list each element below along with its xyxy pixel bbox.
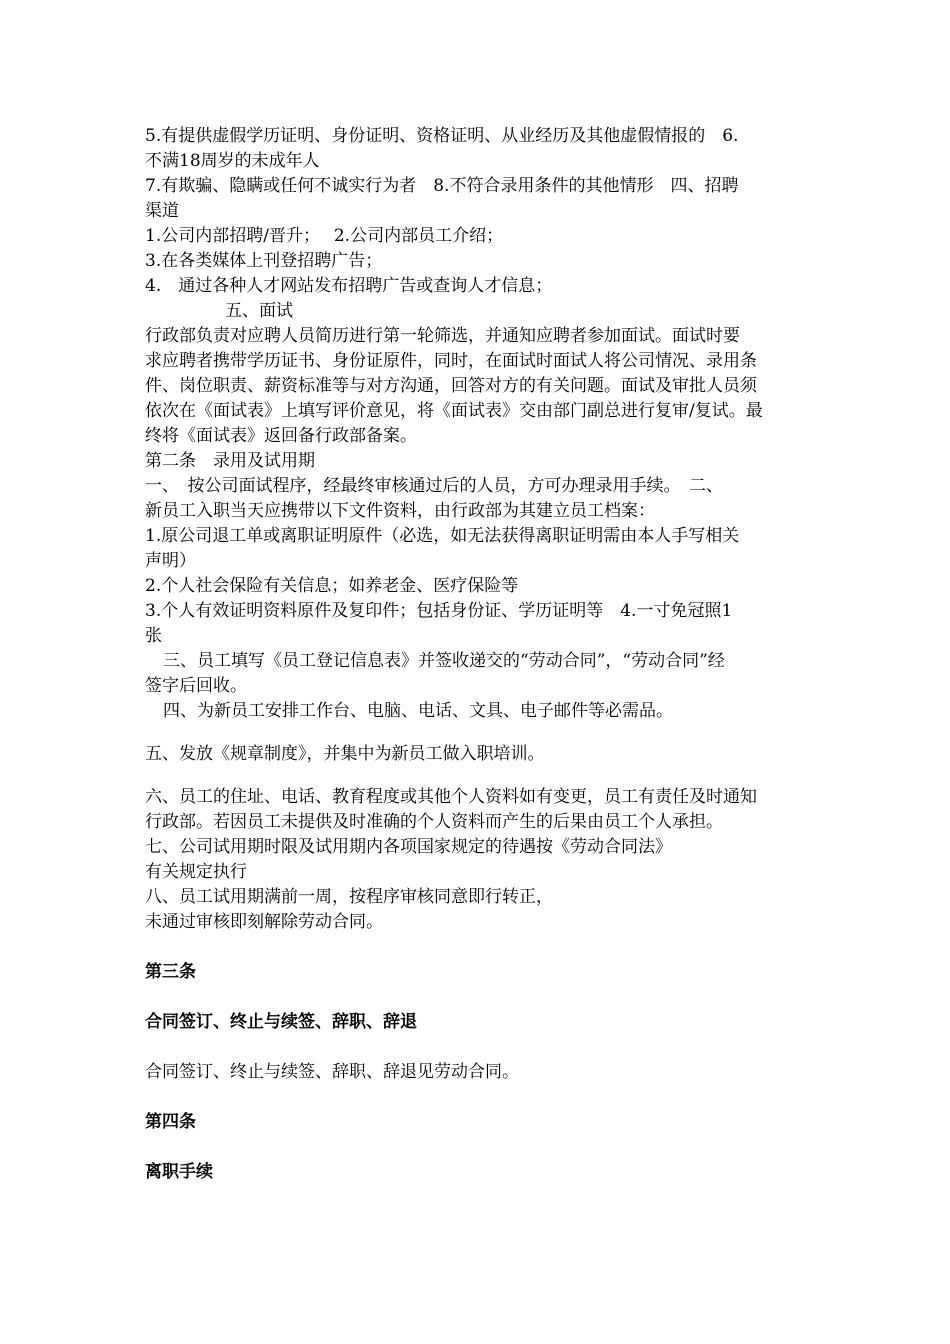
text-line: 1.公司内部招聘/晋升； 2.公司内部员工介绍； xyxy=(145,226,504,246)
text-line: 行政部负责对应聘人员简历进行第一轮筛选，并通知应聘者参加面试。面试时要 xyxy=(145,326,740,346)
text-line: 五、发放《规章制度》，并集中为新员工做入职培训。 xyxy=(145,744,545,764)
text-line: 签字后回收。 xyxy=(145,676,247,696)
text-line: 终将《面试表》返回备行政部备案。 xyxy=(145,426,417,446)
section-title-interview: 五、面试 xyxy=(225,301,293,321)
text-line: 依次在《面试表》上填写评价意见，将《面试表》交由部门副总进行复审/复试。最 xyxy=(145,401,763,421)
text-line: 未通过审核即刻解除劳动合同。 xyxy=(145,912,383,932)
document-page xyxy=(145,124,815,1185)
text-line: 一、 按公司面试程序，经最终审核通过后的人员，方可办理录用手续。 二、 xyxy=(145,476,723,496)
text-line: 行政部。若因员工未提供及时准确的个人资料而产生的后果由员工个人承担。 xyxy=(145,812,723,832)
text-line: 张 xyxy=(145,626,162,646)
article-3-title: 合同签订、终止与续签、辞职、辞退 xyxy=(145,1012,417,1032)
text-line: 有关规定执行 xyxy=(145,862,247,882)
text-line: 件、岗位职责、薪资标准等与对方沟通，回答对方的有关问题。面试及审批人员须 xyxy=(145,376,757,396)
article-4-label: 第四条 xyxy=(145,1112,196,1132)
text-line: 渠道 xyxy=(145,201,179,221)
article-3-body: 合同签订、终止与续签、辞职、辞退见劳动合同。 xyxy=(145,1062,519,1082)
text-line: 七、公司试用期时限及试用期内各项国家规定的待遇按《劳动合同法》 xyxy=(145,837,672,857)
text-line: 求应聘者携带学历证书、身份证原件，同时，在面试时面试人将公司情况、录用条 xyxy=(145,351,757,371)
text-line: 三、员工填写《员工登记信息表》并签收递交的“劳动合同”，“劳动合同”经 xyxy=(163,651,725,671)
text-line: 新员工入职当天应携带以下文件资料，由行政部为其建立员工档案： xyxy=(145,501,655,521)
text-line: 3.个人有效证明资料原件及复印件；包括身份证、学历证明等 4.一寸免冠照1 xyxy=(145,601,733,621)
text-line: 7.有欺骗、隐瞒或任何不诚实行为者 8.不符合录用条件的其他情形 四、招聘 xyxy=(145,176,739,196)
text-line: 3.在各类媒体上刊登招聘广告； xyxy=(145,251,383,271)
article-2-title: 第二条 录用及试用期 xyxy=(145,451,315,471)
text-line: 声明） xyxy=(145,551,196,571)
text-line: 六、员工的住址、电话、教育程度或其他个人资料如有变更，员工有责任及时通知 xyxy=(145,787,757,807)
text-line: 1.原公司退工单或离职证明原件（必选，如无法获得离职证明需由本人手写相关 xyxy=(145,526,740,546)
text-line: 2.个人社会保险有关信息；如养老金、医疗保险等 xyxy=(145,576,519,596)
text-line: 八、员工试用期满前一周，按程序审核同意即行转正， xyxy=(145,887,553,907)
text-line: 不满18周岁的未成年人 xyxy=(145,151,320,171)
text-line: 4. 通过各种人才网站发布招聘广告或查询人才信息； xyxy=(145,276,553,296)
article-3-label: 第三条 xyxy=(145,962,196,982)
text-line: 四、为新员工安排工作台、电脑、电话、文具、电子邮件等必需品。 xyxy=(163,701,673,721)
article-4-title: 离职手续 xyxy=(145,1162,213,1182)
text-line: 5.有提供虚假学历证明、身份证明、资格证明、从业经历及其他虚假情报的 6. xyxy=(145,126,739,146)
